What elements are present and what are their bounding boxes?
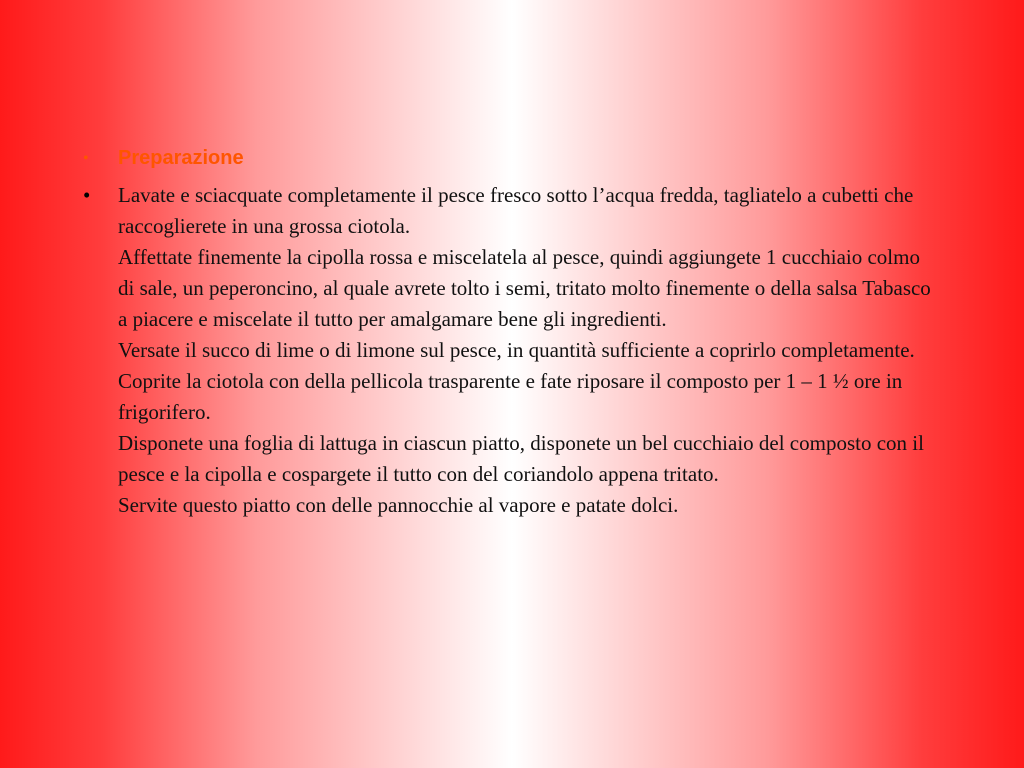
recipe-step-2: Affettate finemente la cipolla rossa e miscelatela al pesce, quindi aggiungete 1 cucchiaio colmo di sale, un peperoncino, al quale avrete tolto i semi, tritato molto finemente o della salsa Tabasco a piacere e miscelate il tutto per amalgamare bene gli ingredienti. xyxy=(118,245,931,331)
recipe-step-4: Disponete una foglia di lattuga in ciascun piatto, disponete un bel cucchiaio del composto con il pesce e la cipolla e cospargete il tutto con del coriandolo appena tritato. xyxy=(118,431,924,486)
heading-bullet-item xyxy=(80,143,940,174)
recipe-step-5: Servite questo piatto con delle pannocchie al vapore e patate dolci. xyxy=(118,493,679,517)
recipe-step-1: Lavate e sciacquate completamente il pesce fresco sotto l’acqua fredda, tagliatelo a cubetti che raccoglierete in una grossa ciotola. xyxy=(118,183,914,238)
section-heading: Preparazione xyxy=(118,147,244,169)
bullet-icon: • xyxy=(83,183,91,207)
bullet-icon: • xyxy=(83,150,89,167)
recipe-bullet-item xyxy=(80,180,940,521)
bullet-list xyxy=(80,143,940,527)
recipe-step-3: Versate il succo di lime o di limone sul pesce, in quantità sufficiente a coprirlo completamente. Coprite la ciotola con della pellicola trasparente e fate riposare il composto per 1 – 1 ½ ore in frigorifero. xyxy=(118,338,915,424)
